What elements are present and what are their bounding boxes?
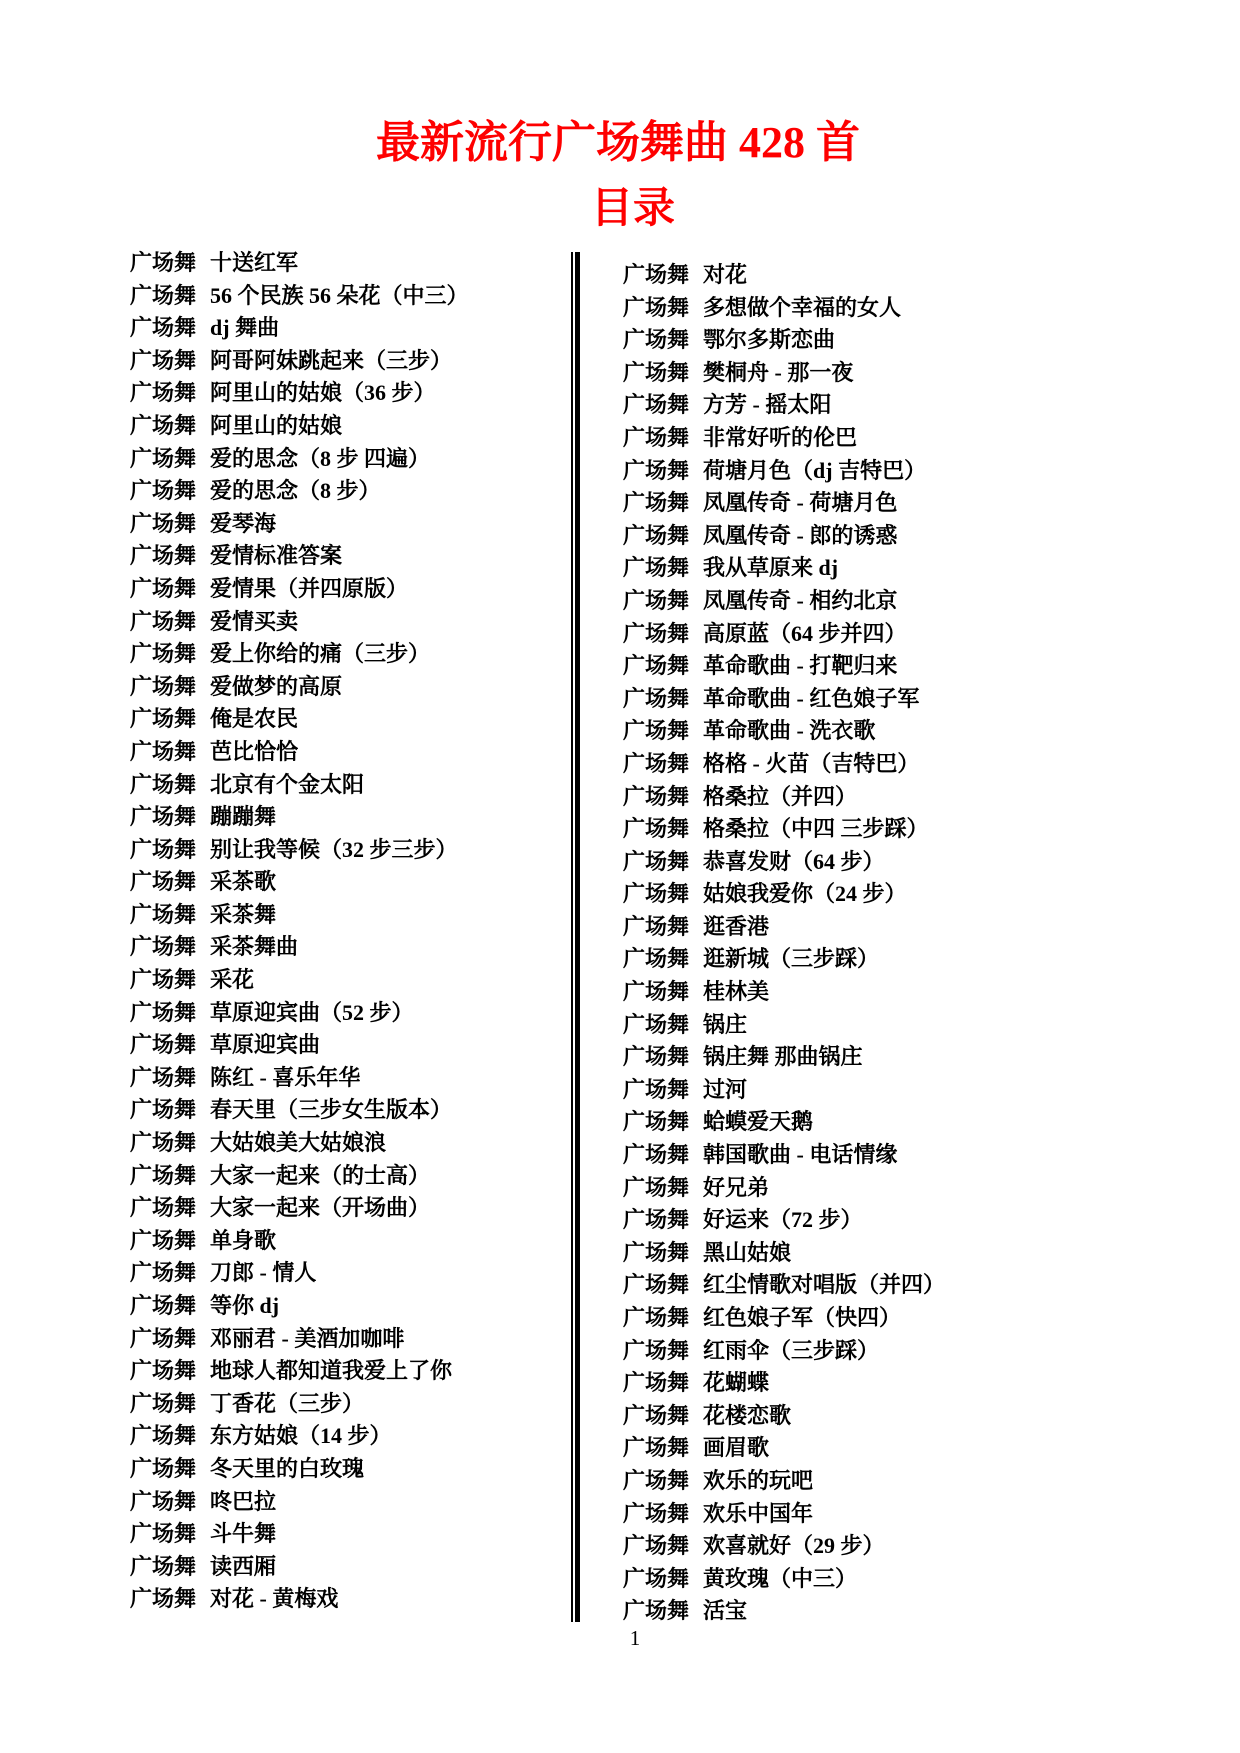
item-prefix: 广场舞 [130,869,197,895]
item-prefix: 广场舞 [130,1325,197,1351]
song-title: 蛤蟆爱天鹅 [703,1109,814,1135]
list-item [623,650,1063,683]
list-item [623,683,1063,716]
song-title: 爱做梦的高原 [210,673,343,699]
item-prefix: 广场舞 [130,771,197,797]
list-item [623,552,1063,585]
list-item [623,715,1063,748]
list-item [130,540,565,573]
item-prefix: 广场舞 [623,718,690,744]
song-title: 活宝 [703,1598,748,1624]
list-item [130,377,565,410]
item-prefix: 广场舞 [130,1064,197,1090]
song-title: 阿里山的姑娘 [210,412,343,438]
song-title: 东方姑娘（14 步） [210,1423,392,1449]
item-prefix: 广场舞 [623,457,690,483]
song-title: 对花 - 黄梅戏 [210,1586,339,1612]
list-item [623,1563,1063,1596]
item-prefix: 广场舞 [623,392,690,418]
song-title: 阿哥阿妹跳起来（三步） [210,347,453,373]
song-title: 采茶歌 [210,869,277,895]
list-item [623,1009,1063,1042]
song-title: 恭喜发财（64 步） [703,848,885,874]
item-prefix: 广场舞 [130,1553,197,1579]
song-title: 韩国歌曲 - 电话情缘 [703,1142,898,1168]
item-prefix: 广场舞 [130,1488,197,1514]
item-prefix: 广场舞 [623,816,690,842]
item-prefix: 广场舞 [130,804,197,830]
item-prefix: 广场舞 [623,424,690,450]
song-title: 革命歌曲 - 打靶归来 [703,653,898,679]
song-title: 凤凰传奇 - 荷塘月色 [703,490,898,516]
song-title: 爱的思念（8 步 四遍） [210,445,431,471]
item-prefix: 广场舞 [130,1358,197,1384]
song-title: 采花 [210,967,255,993]
item-prefix: 广场舞 [623,262,690,287]
song-title: 阿里山的姑娘（36 步） [210,380,436,406]
song-title: 好运来（72 步） [703,1207,863,1233]
list-item [623,781,1063,814]
song-title: 好兄弟 [703,1174,770,1200]
list-item [130,1192,565,1225]
list-item [623,455,1063,488]
item-prefix: 广场舞 [623,750,690,776]
list-item [130,1062,565,1095]
song-title: 爱琴海 [210,510,277,536]
list-item [623,911,1063,944]
list-item [623,618,1063,651]
list-item [130,1225,565,1258]
song-title: 逛香港 [703,913,770,939]
song-title: 地球人都知道我爱上了你 [210,1358,453,1384]
list-item [130,703,565,736]
list-item [130,345,565,378]
song-title: 桂林美 [703,979,770,1005]
item-prefix: 广场舞 [130,1521,197,1547]
song-title: 大家一起来（的士高） [210,1162,431,1188]
list-item [130,312,565,345]
list-item [130,508,565,541]
song-title: 逛新城（三步踩） [703,946,880,972]
list-item [623,1367,1063,1400]
list-item [623,292,1063,325]
list-item [130,801,565,834]
item-prefix: 广场舞 [623,783,690,809]
song-title: 欢乐中国年 [703,1500,814,1526]
list-item [623,357,1063,390]
list-item [130,443,565,476]
item-prefix: 广场舞 [130,347,197,373]
item-prefix: 广场舞 [130,967,197,993]
item-prefix: 广场舞 [623,522,690,548]
list-item [623,1302,1063,1335]
list-item [130,1323,565,1356]
song-title: 爱的思念（8 步） [210,478,381,504]
list-item [623,1139,1063,1172]
list-item [623,585,1063,618]
list-item [130,1583,565,1616]
list-item [130,1160,565,1193]
item-prefix: 广场舞 [130,738,197,764]
song-title: 红色娘子军（快四） [703,1305,902,1330]
list-item [130,1094,565,1127]
item-prefix: 广场舞 [623,913,690,939]
list-item [130,1355,565,1388]
item-prefix: 广场舞 [130,934,197,960]
list-item [130,997,565,1030]
list-item [623,976,1063,1009]
list-item [130,671,565,704]
list-item [130,1518,565,1551]
song-title: 花蝴蝶 [703,1370,770,1396]
song-title: 采茶舞曲 [210,934,299,960]
item-prefix: 广场舞 [130,1162,197,1188]
list-item [130,866,565,899]
song-title: 别让我等候（32 步三步） [210,836,458,862]
song-list-column-left [130,247,565,1616]
item-prefix: 广场舞 [623,1076,690,1102]
column-divider [571,252,580,1622]
list-item [623,1432,1063,1465]
song-title: 方芳 - 摇太阳 [703,392,832,418]
list-item [623,1400,1063,1433]
item-prefix: 广场舞 [130,1227,197,1253]
song-list-column-right [623,259,1063,1628]
item-prefix: 广场舞 [130,510,197,536]
song-title: 芭比恰恰 [210,738,299,764]
list-item [623,813,1063,846]
item-prefix: 广场舞 [623,1370,690,1396]
item-prefix: 广场舞 [623,1435,690,1461]
song-title: 读西厢 [210,1553,277,1579]
song-title: 56 个民族 56 朵花（中三） [210,282,469,308]
list-item [623,1106,1063,1139]
song-title: 革命歌曲 - 洗衣歌 [703,718,876,744]
item-prefix: 广场舞 [623,1239,690,1265]
item-prefix: 广场舞 [623,555,690,581]
song-title: 斗牛舞 [210,1521,277,1547]
list-item [623,324,1063,357]
item-prefix: 广场舞 [623,327,690,353]
list-item [623,748,1063,781]
item-prefix: 广场舞 [130,1423,197,1449]
list-item [623,1204,1063,1237]
list-item [623,846,1063,879]
song-title: 非常好听的伦巴 [703,424,858,450]
page-title: 最新流行广场舞曲 428 首 [376,118,860,167]
song-title: 花楼恋歌 [703,1402,792,1428]
item-prefix: 广场舞 [130,1390,197,1416]
song-title: 爱情买卖 [210,608,299,634]
list-item [130,1453,565,1486]
item-prefix: 广场舞 [623,1598,690,1624]
song-title: 高原蓝（64 步并四） [703,620,907,646]
song-title: 画眉歌 [703,1435,770,1461]
song-title: 陈红 - 喜乐年华 [210,1064,361,1090]
song-title: 樊桐舟 - 那一夜 [703,359,854,385]
list-item [623,259,1063,292]
list-item [623,1465,1063,1498]
song-title: 过河 [703,1076,748,1102]
list-item [130,1290,565,1323]
item-prefix: 广场舞 [623,620,690,646]
list-item [623,487,1063,520]
item-prefix: 广场舞 [623,294,690,320]
item-prefix: 广场舞 [130,250,197,275]
list-item [130,964,565,997]
item-prefix: 广场舞 [623,1044,690,1070]
item-prefix: 广场舞 [130,673,197,699]
item-prefix: 广场舞 [130,282,197,308]
list-item [623,422,1063,455]
song-title: 欢乐的玩吧 [703,1467,814,1493]
song-title: 多想做个幸福的女人 [703,294,902,320]
list-item [623,943,1063,976]
item-prefix: 广场舞 [623,1565,690,1591]
item-prefix: 广场舞 [623,653,690,679]
list-item [130,1029,565,1062]
list-item [130,769,565,802]
list-item [623,1335,1063,1368]
song-title: 格桑拉（并四） [703,783,858,809]
item-prefix: 广场舞 [130,478,197,504]
list-item [130,1257,565,1290]
song-title: 冬天里的白玫瑰 [210,1455,365,1481]
item-prefix: 广场舞 [130,315,197,341]
item-prefix: 广场舞 [130,543,197,569]
item-prefix: 广场舞 [130,1260,197,1286]
song-title: 红尘情歌对唱版（并四） [703,1272,946,1298]
item-prefix: 广场舞 [130,380,197,406]
song-title: 单身歌 [210,1227,277,1253]
list-item [130,280,565,313]
song-title: 对花 [703,262,748,287]
item-prefix: 广场舞 [623,1337,690,1363]
song-title: 邓丽君 - 美酒加咖啡 [210,1325,405,1351]
item-prefix: 广场舞 [623,1011,690,1037]
song-title: 鄂尔多斯恋曲 [703,327,836,353]
song-title: 爱情果（并四原版） [210,575,409,601]
item-prefix: 广场舞 [623,881,690,907]
list-item [130,606,565,639]
list-item [130,475,565,508]
list-item [130,736,565,769]
song-title: 采茶舞 [210,901,277,927]
list-item [130,1127,565,1160]
item-prefix: 广场舞 [130,1455,197,1481]
list-item [130,1420,565,1453]
list-item [130,931,565,964]
list-item [623,1269,1063,1302]
song-title: 草原迎宾曲 [210,1032,321,1058]
song-title: 爱情标准答案 [210,543,343,569]
song-title: 凤凰传奇 - 郎的诱惑 [703,522,898,548]
list-item [623,1595,1063,1628]
list-item [130,1551,565,1584]
song-title: 咚巴拉 [210,1488,277,1514]
list-item [623,1074,1063,1107]
list-item [623,1498,1063,1531]
item-prefix: 广场舞 [130,1032,197,1058]
toc-heading: 目录 [590,186,676,232]
item-prefix: 广场舞 [130,608,197,634]
item-prefix: 广场舞 [130,1586,197,1612]
item-prefix: 广场舞 [130,575,197,601]
list-item [623,1530,1063,1563]
item-prefix: 广场舞 [130,641,197,667]
song-title: 锅庄舞 那曲锅庄 [703,1044,863,1070]
song-title: 北京有个金太阳 [210,771,365,797]
item-prefix: 广场舞 [623,587,690,613]
song-title: 凤凰传奇 - 相约北京 [703,587,898,613]
song-title: 我从草原来 dj [703,555,839,581]
item-prefix: 广场舞 [623,946,690,972]
item-prefix: 广场舞 [623,685,690,711]
item-prefix: 广场舞 [623,1500,690,1526]
item-prefix: 广场舞 [130,836,197,862]
song-title: 春天里（三步女生版本） [210,1097,453,1123]
list-item [623,389,1063,422]
list-item [623,520,1063,553]
list-item [130,899,565,932]
item-prefix: 广场舞 [623,1305,690,1330]
item-prefix: 广场舞 [130,445,197,471]
song-title: 蹦蹦舞 [210,804,277,830]
song-title: 欢喜就好（29 步） [703,1533,885,1559]
song-title: 大姑娘美大姑娘浪 [210,1130,387,1156]
item-prefix: 广场舞 [623,1467,690,1493]
list-item [130,1486,565,1519]
song-title: 黄玫瑰（中三） [703,1565,858,1591]
song-title: 姑娘我爱你（24 步） [703,881,907,907]
list-item [623,1237,1063,1270]
list-item [130,573,565,606]
song-title: 格格 - 火苗（吉特巴） [703,750,920,776]
item-prefix: 广场舞 [130,1097,197,1123]
song-title: 荷塘月色（dj 吉特巴） [703,457,927,483]
item-prefix: 广场舞 [130,999,197,1025]
item-prefix: 广场舞 [130,412,197,438]
list-item [130,247,565,280]
song-title: 锅庄 [703,1011,748,1037]
song-title: 黑山姑娘 [703,1239,792,1265]
item-prefix: 广场舞 [623,490,690,516]
list-item [130,410,565,443]
item-prefix: 广场舞 [623,1142,690,1168]
item-prefix: 广场舞 [130,901,197,927]
item-prefix: 广场舞 [623,1174,690,1200]
list-item [623,1172,1063,1205]
item-prefix: 广场舞 [623,359,690,385]
page-number: 1 [629,1626,641,1650]
item-prefix: 广场舞 [623,979,690,1005]
song-title: 俺是农民 [210,706,299,732]
song-title: 爱上你给的痛（三步） [210,641,431,667]
song-title: 十送红军 [210,250,299,275]
song-title: 红雨伞（三步踩） [703,1337,880,1363]
item-prefix: 广场舞 [130,1195,197,1221]
list-item [130,1388,565,1421]
song-title: 等你 dj [210,1293,280,1318]
list-item [623,878,1063,911]
item-prefix: 广场舞 [130,1293,197,1318]
song-title: 草原迎宾曲（52 步） [210,999,414,1025]
item-prefix: 广场舞 [623,1207,690,1233]
song-title: 丁香花（三步） [210,1390,365,1416]
item-prefix: 广场舞 [623,1109,690,1135]
song-title: 格桑拉（中四 三步踩） [703,816,929,842]
list-item [130,638,565,671]
song-title: 大家一起来（开场曲） [210,1195,431,1221]
list-item [130,834,565,867]
list-item [623,1041,1063,1074]
item-prefix: 广场舞 [623,848,690,874]
song-title: 刀郎 - 情人 [210,1260,317,1286]
item-prefix: 广场舞 [623,1402,690,1428]
song-title: dj 舞曲 [210,315,280,341]
item-prefix: 广场舞 [130,706,197,732]
song-title: 革命歌曲 - 红色娘子军 [703,685,920,711]
item-prefix: 广场舞 [623,1533,690,1559]
item-prefix: 广场舞 [623,1272,690,1298]
item-prefix: 广场舞 [130,1130,197,1156]
